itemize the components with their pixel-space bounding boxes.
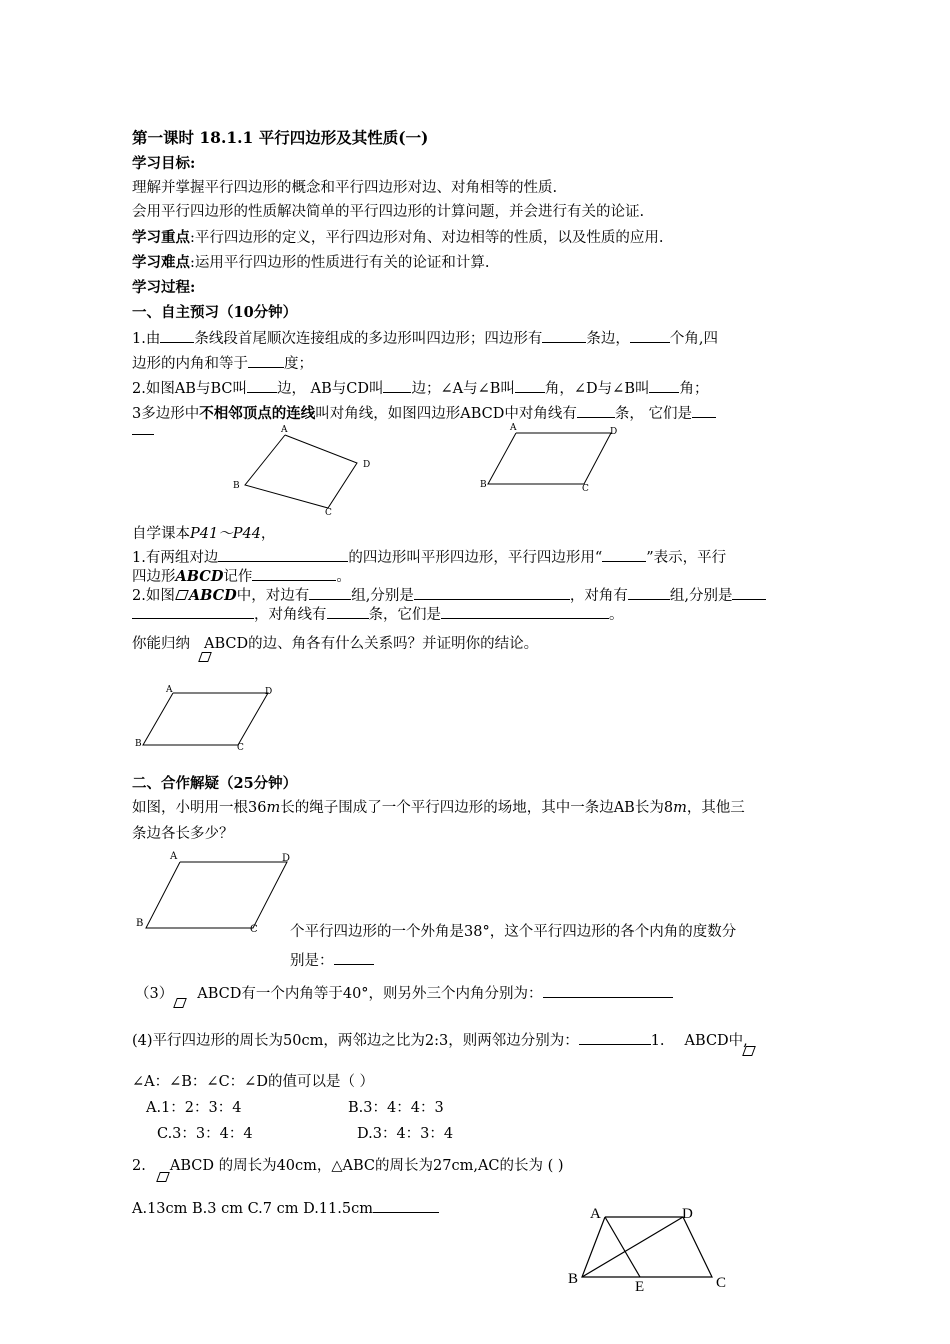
difficulty-label: 学习难点	[132, 254, 190, 271]
vertex-label-c: C	[325, 508, 332, 518]
q1-text: 条线段首尾顺次连接组成的多边形叫四边形；四边形有	[194, 331, 543, 347]
vertex-label-d: D	[682, 1206, 693, 1222]
parallelogram-icon	[156, 1172, 170, 1182]
question-3	[132, 403, 716, 424]
d2-text: ，对角有	[569, 588, 628, 604]
objective-2: 会用平行四边形的性质解决简单的平行四边形的计算问题，并会进行有关的论证.	[132, 204, 645, 220]
key-point-label: 学习重点	[132, 229, 190, 246]
process-heading: 学习过程:	[132, 279, 196, 296]
objective-1: 理解并掌握平行四边形的概念和平行四边形对边、对角相等的性质.	[132, 180, 558, 196]
question-1-line1	[132, 328, 718, 349]
d2-text: 组,分别是	[669, 588, 733, 604]
self-study-text: 自学课本	[132, 526, 190, 542]
vertex-label-d: D	[282, 853, 291, 864]
d1-text: 四边形	[132, 569, 176, 585]
vertex-label-c: C	[716, 1275, 727, 1291]
vertex-label-d: D	[363, 460, 371, 470]
self-study-text: ，	[260, 526, 276, 542]
q3-text: 条， 它们是	[614, 406, 692, 422]
q4-text: 1.	[650, 1033, 665, 1049]
vertex-label-b: B	[233, 481, 240, 491]
d2-text: ，对角线有	[254, 607, 327, 623]
d2-text: 组,分别是	[351, 588, 414, 604]
figure-quadrilateral	[230, 425, 380, 520]
objectives-heading: 学习目标:	[132, 155, 196, 172]
q2-text: 边；∠A与∠B叫	[411, 381, 515, 397]
answer-blank	[132, 434, 154, 435]
parallelogram-icon	[175, 590, 189, 601]
difficulty-text: :运用平行四边形的性质进行有关的论证和计算.	[190, 255, 490, 271]
question-1-line2	[132, 353, 313, 374]
self-study	[132, 524, 275, 544]
d2-text: 条，它们是	[368, 607, 441, 623]
d2-text: 中，对边有	[236, 588, 310, 604]
unit-m: m	[266, 800, 281, 816]
q3-text: 叫对角线，如图四边形ABCD中对角线有	[315, 406, 577, 422]
vertex-label-d: D	[610, 427, 618, 437]
page-title: 第一课时 18.1.1 平行四边形及其性质(一)	[132, 128, 429, 147]
definition-1-line2	[132, 566, 351, 587]
key-point	[132, 228, 664, 248]
vertex-label-b: B	[135, 739, 142, 749]
vertex-label-c: C	[237, 743, 244, 753]
definition-2-line1	[132, 585, 766, 606]
figure-parallelogram-3	[140, 850, 300, 940]
q1-text: 1.由	[132, 331, 161, 347]
problem-text: 长的绳子围成了一个平行四边形的场地，其中一条边AB长为8	[280, 800, 674, 816]
q2-text: 边， AB与CD叫	[276, 381, 384, 397]
d2-abcd: ABCD	[188, 587, 237, 604]
question-2	[132, 378, 708, 399]
q3-text: ABCD有一个内角等于40°，则另外三个内角分别为：	[197, 986, 543, 1002]
induce-question	[132, 634, 538, 654]
angle-ratio-question: ∠A：∠B：∠C：∠D的值可以是（ ）	[132, 1074, 375, 1090]
q2-text: 2.	[132, 1158, 146, 1174]
figure-parallelogram-1	[480, 425, 630, 495]
parallelogram-icon	[173, 998, 187, 1008]
d1-abcd: ABCD	[175, 568, 224, 585]
vertex-label-a: A	[166, 685, 173, 695]
q1-text: 度；	[284, 356, 313, 372]
parallelogram-icon	[742, 1046, 756, 1056]
vertex-label-b: B	[568, 1271, 579, 1287]
option-d: D.3：4：3：4	[357, 1126, 454, 1142]
q2-text: ABCD 的周长为40cm，△ABC的周长为27cm,AC的长为 ( )	[169, 1158, 564, 1174]
option-a: A.1：2：3：4	[146, 1100, 242, 1116]
q2-text: 角；	[679, 381, 709, 397]
vertex-label-e: E	[635, 1279, 645, 1295]
q2-text: 2.如图AB与BC叫	[132, 381, 247, 397]
exterior-angle-question: 个平行四边形的一个外角是38°，这个平行四边形的各个内角的度数分	[290, 924, 737, 940]
vertex-label-c: C	[582, 484, 589, 494]
d2-text: 2.如图	[132, 588, 175, 604]
self-study-pages: P41～P44	[190, 526, 261, 542]
induce-text: 你能归纳	[132, 636, 190, 652]
q1-text: 个角,四	[669, 331, 718, 347]
q3-text: 3多边形中	[132, 406, 200, 422]
d2-text: 。	[609, 607, 624, 623]
section2-heading: 二、合作解疑（25分钟）	[132, 775, 298, 792]
problem-line2: 条边各长多少？	[132, 826, 234, 842]
vertex-label-d: D	[265, 687, 273, 697]
vertex-label-b: B	[136, 918, 144, 929]
answer-options	[132, 1198, 439, 1219]
vertex-label-a: A	[510, 423, 517, 433]
d1-text: 。	[336, 569, 351, 585]
question-3-angles	[135, 983, 673, 1004]
problem-text: ，其他三	[686, 800, 745, 816]
q3-bold-text: 不相邻顶点的连线	[199, 405, 316, 422]
q4-text: (4)平行四边形的周长为50cm，两邻边之比为2:3，则两邻边分别为：	[132, 1033, 579, 1049]
d1-text: ”表示，平行	[646, 550, 727, 566]
answer-options-text: A.13cm B.3 cm C.7 cm D.11.5cm	[132, 1201, 373, 1217]
section1-heading: 一、自主预习（10分钟）	[132, 304, 298, 321]
q1-text: 边形的内角和等于	[132, 356, 248, 372]
induce-text: ABCD的边、角各有什么关系吗？并证明你的结论。	[204, 636, 539, 652]
d1-text: 记作	[223, 569, 253, 585]
option-c: C.3：3：4：4	[157, 1126, 253, 1142]
key-point-text: :平行四边形的定义，平行四边形对角、对边相等的性质，以及性质的应用.	[190, 230, 664, 246]
question-4-perimeter	[132, 1030, 748, 1051]
d1-text: 1.有两组对边	[132, 550, 219, 566]
q2-text: 角，∠D与∠B叫	[544, 381, 650, 397]
d1-text: 的四边形叫平形四边形，平行四边形用“	[348, 550, 603, 566]
vertex-label-a: A	[170, 851, 178, 862]
vertex-label-b: B	[480, 480, 487, 490]
q4-text: ABCD中,	[684, 1033, 748, 1049]
unit-m: m	[673, 800, 687, 816]
ext-text: 别是：	[290, 953, 334, 969]
parallelogram-icon	[198, 652, 212, 662]
vertex-label-a: A	[281, 425, 288, 435]
q1-text: 条边，	[586, 331, 630, 347]
problem-text: 如图，小明用一根36	[132, 800, 267, 816]
exterior-angle-answer	[290, 950, 374, 971]
q3-text: （3）	[135, 986, 174, 1002]
figure-parallelogram-2	[135, 685, 280, 755]
question-2-perimeter	[132, 1156, 564, 1176]
option-b: B.3：4：4：3	[348, 1100, 444, 1116]
vertex-label-c: C	[250, 924, 258, 935]
problem-line1	[132, 798, 745, 818]
vertex-label-a: A	[590, 1206, 601, 1222]
definition-1-line1	[132, 547, 726, 568]
difficulty	[132, 253, 490, 273]
definition-2-line2	[132, 604, 624, 625]
